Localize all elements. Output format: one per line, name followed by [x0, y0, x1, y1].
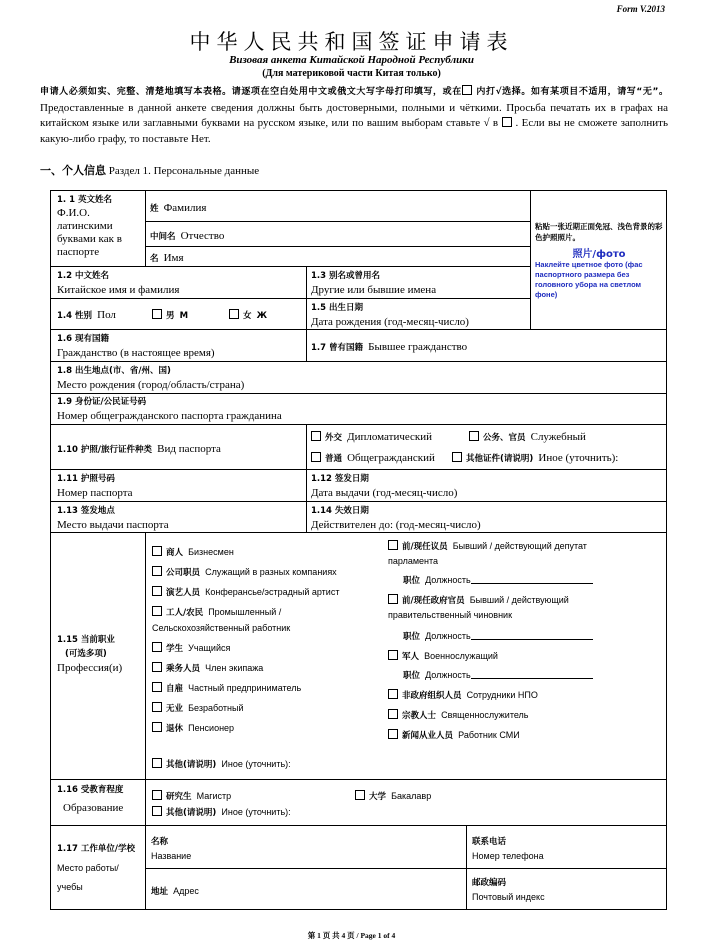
occ-cn: 学生 — [166, 644, 184, 654]
sex-female-option[interactable] — [229, 306, 267, 323]
birth-place-ru: Место рождения (город/область/страна) — [57, 379, 245, 391]
subtitle-scope: (Для материковой части Китая только) — [262, 68, 441, 79]
edu-checkbox[interactable] — [152, 806, 162, 816]
field-birth-place[interactable] — [57, 364, 244, 392]
service-cn: 公务、官员 — [483, 433, 526, 443]
occ-checkbox[interactable] — [152, 758, 162, 768]
photo-area[interactable] — [535, 221, 663, 300]
passport-service-option[interactable] — [469, 428, 586, 445]
occ-deputy[interactable] — [388, 537, 658, 568]
workplace-name-ru: Название — [151, 851, 192, 861]
occ-self-employed[interactable] — [152, 679, 301, 696]
passport-diplomatic-option[interactable] — [311, 428, 432, 445]
passport-type-cn: 1.10 护照/旅行证件种类 — [57, 445, 153, 455]
occ-student[interactable] — [152, 639, 230, 656]
field-former-nationality[interactable] — [311, 338, 467, 355]
field-workplace-zip[interactable] — [472, 876, 545, 904]
field-issue-date[interactable] — [311, 472, 457, 500]
master-cn: 研究生 — [166, 792, 192, 802]
occ-checkbox[interactable] — [152, 642, 162, 652]
occ-ru: Частный предприниматель — [188, 683, 302, 693]
latin-name-label-ru: Ф.И.О. латинскими буквами как в паспорте — [57, 207, 122, 258]
other-names-ru: Другие или бывшие имена — [311, 284, 437, 296]
field-occupation-label — [57, 633, 143, 675]
education-ru: Образование — [63, 802, 124, 814]
occ-company-employee[interactable] — [152, 563, 337, 580]
deputy-position[interactable] — [403, 571, 593, 588]
ngo-ru: Сотрудники НПО — [466, 690, 538, 700]
position-cn: 职位 — [403, 632, 421, 642]
official-cn: 前/现任政府官员 — [402, 596, 465, 606]
birth-place-cn: 1.8 出生地点(市、省/州、国) — [57, 366, 171, 376]
occ-retired[interactable] — [152, 719, 234, 736]
field-id-number[interactable] — [57, 395, 282, 423]
master-ru: Магистр — [196, 791, 232, 801]
military-cn: 军人 — [402, 652, 420, 662]
id-number-cn: 1.9 身份证/公民证号码 — [57, 397, 147, 407]
edu-bachelor-option[interactable] — [355, 787, 431, 804]
passport-other-option[interactable] — [452, 449, 618, 466]
edu-checkbox[interactable] — [355, 790, 365, 800]
deputy-ru-2: парламента — [388, 556, 439, 566]
field-latin-name-label — [57, 193, 143, 259]
occ-ru: Промышленный / — [208, 607, 282, 617]
page-title: 中华人民共和国签证申请表 — [189, 30, 514, 54]
occ-cn: 工人/农民 — [166, 608, 204, 618]
field-passport-type — [57, 440, 221, 457]
workplace-cn: 1.17 工作单位/学校 — [57, 844, 136, 854]
edu-other-ru: Иное (уточнить): — [221, 807, 291, 817]
ordinary-ru: Общегражданский — [347, 452, 435, 464]
edu-other-cn: 其他(请说明) — [166, 808, 217, 818]
issue-date-ru: Дата выдачи (год-месяц-число) — [311, 487, 458, 499]
occ-checkbox[interactable] — [152, 722, 162, 732]
occ-military[interactable] — [388, 647, 498, 664]
occ-unemployed[interactable] — [152, 699, 244, 716]
subtitle-ru: Визовая анкета Китайской Народной Республики — [229, 54, 474, 66]
occ-ru: Иное (уточнить): — [221, 759, 291, 769]
sex-cn: 1.4 性别 — [57, 311, 93, 321]
occ-ru: Безработный — [188, 703, 244, 713]
former-nationality-cn: 1.7 曾有国籍 — [311, 343, 364, 353]
occ-checkbox[interactable] — [152, 606, 162, 616]
expiry-date-ru: Действителен до: (год-месяц-число) — [311, 519, 481, 531]
female-checkbox[interactable] — [229, 309, 239, 319]
ordinary-checkbox[interactable] — [311, 452, 321, 462]
photo-label: 照片/фото — [572, 249, 626, 260]
education-cn: 1.16 受教育程度 — [57, 785, 124, 795]
field-issue-place[interactable] — [57, 504, 169, 532]
field-expiry-date[interactable] — [311, 504, 481, 532]
occ-checkbox[interactable] — [152, 586, 162, 596]
form-number: Form V.2013 — [616, 4, 665, 14]
occ-cn: 乘务人员 — [166, 664, 201, 674]
field-workplace-label — [57, 840, 143, 897]
occ-cn: 演艺人员 — [166, 588, 201, 598]
workplace-name-cn: 名称 — [151, 837, 169, 847]
occ-crew[interactable] — [152, 659, 263, 676]
military-position[interactable] — [403, 666, 593, 683]
occ-checkbox[interactable] — [388, 689, 398, 699]
occ-ru: Конферансье/эстрадный артист — [205, 587, 340, 597]
former-nationality-ru: Бывшее гражданство — [368, 341, 468, 353]
photo-note-ru: Наклейте цветное фото (фас паспортного размера без головного убора на светлом фоне) — [535, 260, 643, 299]
occ-cn: 自雇 — [166, 684, 184, 694]
position-cn: 职位 — [403, 576, 421, 586]
photo-note-cn: 粘贴一张近期正面免冠、浅色背景的彩色护照照片。 — [535, 222, 663, 242]
occ-ngo[interactable] — [388, 686, 538, 703]
field-workplace-name[interactable] — [151, 835, 191, 863]
occ-entertainer[interactable] — [152, 583, 339, 600]
occupation-cn-2: (可选多项) — [65, 649, 107, 659]
issue-place-cn: 1.13 签发地点 — [57, 506, 115, 516]
occ-businessman[interactable] — [152, 543, 234, 560]
female-cn: 女 — [243, 311, 252, 321]
occ-checkbox[interactable] — [388, 709, 398, 719]
occ-religion[interactable] — [388, 706, 529, 723]
instructions-cn: 申请人必须如实、完整、清楚地填写本表格。请逐项在空白处用中文或俄文大写字母打印填写，或在 — [40, 87, 462, 97]
male-checkbox[interactable] — [152, 309, 162, 319]
official-position[interactable] — [403, 627, 593, 644]
occ-worker[interactable] — [152, 603, 281, 620]
occ-ru: Учащийся — [188, 643, 231, 653]
occ-checkbox[interactable] — [152, 546, 162, 556]
other-doc-cn: 其他证件(请说明) — [466, 454, 534, 464]
section-title-cn: 一、个人信息 — [40, 164, 106, 177]
middle-name-cn: 中间名 — [150, 232, 176, 242]
male-cn: 男 — [166, 311, 175, 321]
occ-cn: 退休 — [166, 724, 184, 734]
occ-ru: Бизнесмен — [188, 547, 234, 557]
service-checkbox[interactable] — [469, 431, 479, 441]
bachelor-cn: 大学 — [369, 792, 387, 802]
passport-number-cn: 1.11 护照号码 — [57, 474, 115, 484]
workplace-zip-ru: Почтовый индекс — [472, 892, 545, 902]
birth-date-cn: 1.5 出生日期 — [311, 303, 364, 313]
section-title — [40, 162, 259, 178]
middle-name-input[interactable] — [250, 222, 529, 245]
surname-cn: 姓 — [150, 204, 159, 214]
male-ru: М — [179, 311, 189, 321]
field-passport-number[interactable] — [57, 472, 133, 500]
service-ru: Служебный — [530, 431, 586, 443]
ngo-cn: 非政府组织人员 — [402, 691, 462, 701]
position-ru: Должность — [425, 670, 471, 680]
chinese-name-cn: 1.2 中文姓名 — [57, 271, 110, 281]
occ-other[interactable] — [152, 755, 291, 772]
checkbox-sample-icon-2 — [502, 117, 512, 127]
birth-date-ru: Дата рождения (год-месяц-число) — [311, 316, 469, 328]
field-workplace-address[interactable] — [151, 882, 199, 899]
official-ru: Бывший / действующий — [469, 595, 569, 605]
field-workplace-phone[interactable] — [472, 835, 544, 863]
field-chinese-name[interactable] — [57, 269, 179, 297]
instructions-cn-2: 内打√选择。如有某项目不适用，请写“无”。 — [475, 87, 668, 97]
middle-name-label — [150, 227, 224, 244]
instructions-ru-2: . Если вы не сможете заполнить какую-либо графу, то поставьте Нет. — [40, 117, 669, 145]
occ-checkbox[interactable] — [388, 594, 398, 604]
passport-type-ru: Вид паспорта — [157, 443, 221, 455]
workplace-phone-cn: 联系电话 — [472, 837, 507, 847]
workplace-phone-ru: Номер телефона — [472, 851, 544, 861]
instructions — [40, 84, 668, 147]
passport-number-ru: Номер паспорта — [57, 487, 133, 499]
military-ru: Военнослужащий — [424, 651, 498, 661]
occ-ru: Пенсионер — [188, 723, 235, 733]
nationality-cn: 1.6 现有国籍 — [57, 334, 110, 344]
sex-ru: Пол — [97, 309, 116, 321]
field-other-names[interactable] — [311, 269, 436, 297]
instructions-ru: Предоставленные в данной анкете сведения должны быть достоверными, полными и чёткими. Просьба печатать их в графах на китайском языке или заглавными буквами на русском языке, или по вашим выборам ставьте √ в — [40, 101, 668, 129]
workplace-address-ru: Адрес — [173, 886, 199, 896]
section-title-ru: Раздел 1. Персональные данные — [108, 165, 260, 177]
other-names-cn: 1.3 别名或曾用名 — [311, 271, 381, 281]
field-sex — [57, 306, 116, 323]
nationality-ru: Гражданство (в настоящее время) — [57, 347, 215, 359]
occ-checkbox[interactable] — [152, 682, 162, 692]
occ-checkbox[interactable] — [388, 650, 398, 660]
edu-checkbox[interactable] — [152, 790, 162, 800]
issue-date-cn: 1.12 签发日期 — [311, 474, 369, 484]
position-line — [471, 573, 593, 584]
field-education — [57, 783, 123, 815]
occupation-cn: 1.15 当前职业 — [57, 635, 115, 645]
position-line — [471, 629, 593, 640]
religion-ru: Священнослужитель — [441, 710, 529, 720]
occ-checkbox[interactable] — [388, 729, 398, 739]
occ-ru: Член экипажа — [205, 663, 264, 673]
given-name-cn: 名 — [150, 254, 159, 264]
occ-checkbox[interactable] — [152, 566, 162, 576]
field-nationality[interactable] — [57, 332, 215, 360]
workplace-address-cn: 地址 — [151, 887, 169, 897]
occ-cn: 商人 — [166, 548, 184, 558]
media-ru: Работник СМИ — [458, 730, 520, 740]
surname-input[interactable] — [146, 191, 529, 220]
ordinary-cn: 普通 — [325, 454, 343, 464]
other-doc-ru: Иное (уточнить): — [538, 452, 619, 464]
position-ru: Должность — [425, 575, 471, 585]
occ-checkbox[interactable] — [152, 662, 162, 672]
expiry-date-cn: 1.14 失效日期 — [311, 506, 369, 516]
occ-cn: 公司职员 — [166, 568, 201, 578]
workplace-ru: Место работы/учебы — [57, 863, 119, 892]
other-doc-checkbox[interactable] — [452, 452, 462, 462]
given-name-input[interactable] — [200, 247, 529, 265]
id-number-ru: Номер общегражданского паспорта гражданина — [57, 410, 282, 422]
deputy-cn: 前/现任议员 — [402, 542, 448, 552]
occ-cn: 其他(请说明) — [166, 760, 217, 770]
issue-place-ru: Место выдачи паспорта — [57, 519, 169, 531]
diplomatic-ru: Дипломатический — [347, 431, 433, 443]
diplomatic-cn: 外交 — [325, 433, 343, 443]
chinese-name-ru: Китайское имя и фамилия — [57, 284, 180, 296]
occ-checkbox[interactable] — [152, 702, 162, 712]
position-ru: Должность — [425, 631, 471, 641]
field-birth-date[interactable] — [311, 301, 469, 329]
workplace-zip-cn: 邮政编码 — [472, 878, 507, 888]
edu-other-option[interactable] — [152, 803, 291, 820]
diplomatic-checkbox[interactable] — [311, 431, 321, 441]
surname-ru: Фамилия — [163, 202, 207, 214]
position-cn: 职位 — [403, 671, 421, 681]
passport-ordinary-option[interactable] — [311, 449, 435, 466]
sex-male-option[interactable] — [152, 306, 188, 323]
occ-official[interactable] — [388, 591, 658, 622]
middle-name-ru: Отчество — [180, 230, 225, 242]
occupation-ru: Профессия(и) — [57, 662, 123, 674]
deputy-ru: Бывший / действующий депутат — [452, 541, 587, 551]
given-name-ru: Имя — [163, 252, 184, 264]
bachelor-ru: Бакалавр — [391, 791, 432, 801]
checkbox-sample-icon — [462, 85, 472, 95]
religion-cn: 宗教人士 — [402, 711, 437, 721]
occ-ru: Служащий в разных компаниях — [205, 567, 337, 577]
official-ru-2: правительственный чиновник — [388, 610, 513, 620]
female-ru: Ж — [256, 311, 268, 321]
media-cn: 新闻从业人员 — [402, 731, 454, 741]
position-line — [471, 668, 593, 679]
occ-worker-line2: Сельскохозяйственный работник — [152, 623, 291, 633]
page-footer: 第 1 页 共 4 页 / Page 1 of 4 — [307, 931, 396, 940]
given-name-label — [150, 249, 184, 266]
occ-cn: 无业 — [166, 704, 184, 714]
latin-name-label-cn: 1. 1 英文姓名 — [57, 195, 112, 205]
occ-checkbox[interactable] — [388, 540, 398, 550]
occ-media[interactable] — [388, 726, 520, 743]
